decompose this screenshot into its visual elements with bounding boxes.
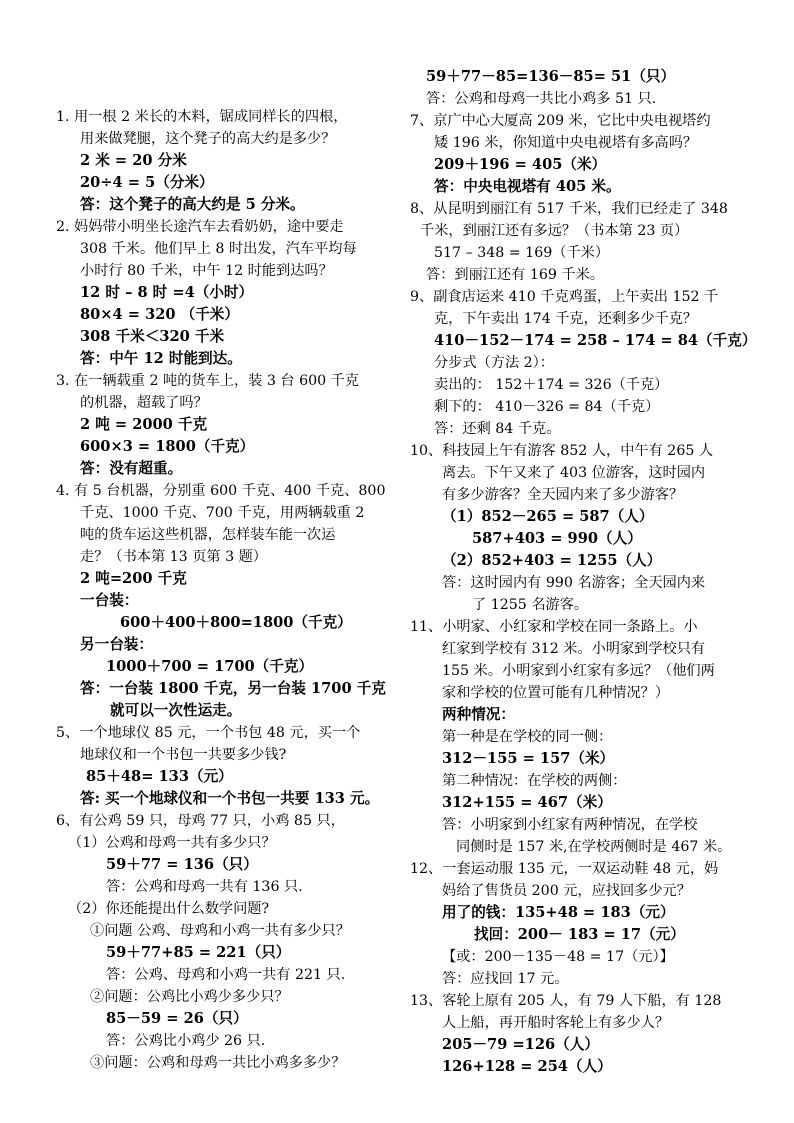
- text-line: 308 千米。他们早上 8 时出发，汽车平均每: [80, 241, 357, 257]
- text-line: （1）公鸡和母鸡一共有多少只？: [68, 835, 276, 851]
- text-line: 分步式（方法 2）：: [434, 355, 554, 371]
- text-line: 克，下午卖出 174 千克，还剩多少千克？: [434, 311, 698, 327]
- text-line: 走？（书本第 13 页第 3 题）: [80, 549, 267, 565]
- text-line: 2. 妈妈带小明坐长途汽车去看奶奶，途中要走: [56, 219, 344, 235]
- text-line: 答：公鸡、母鸡和小鸡一共有 221 只.: [106, 967, 346, 983]
- text-line: 的机器，超载了吗？: [80, 395, 208, 411]
- text-line: 千米，到丽江还有多远？（书本第 23 页）: [420, 223, 689, 239]
- text-line: 答：小明家到小红家有两种情况，在学校: [442, 817, 698, 833]
- text-line: （2）你还能提出什么数学问题?: [68, 901, 270, 917]
- text-line: 答：没有超重。: [80, 460, 183, 477]
- text-line: 离去。下午又来了 403 位游客，这时园内: [442, 465, 706, 481]
- text-line: 【或：200－135－48 = 17（元）】: [442, 949, 674, 965]
- text-line: 答：应找回 17 元。: [442, 971, 569, 987]
- text-line: 答：中午 12 时能到达。: [80, 350, 242, 367]
- text-line: 一台装：: [80, 592, 139, 609]
- text-line: ②问题：公鸡比小鸡少多少只？: [90, 989, 289, 1005]
- text-line: 10、科技园上午有游客 852 人，中午有 265 人: [410, 443, 714, 459]
- text-line: 12 时 – 8 时 =4（小时）: [80, 284, 254, 301]
- text-line: 8、从昆明到丽江有 517 千米，我们已经走了 348: [410, 201, 728, 217]
- text-line: 2 吨=200 千克: [80, 570, 187, 587]
- text-line: 家和学校的位置可能有几种情况？）: [442, 685, 670, 701]
- text-line: 4. 有 5 台机器，分别重 600 千克、400 千克、800: [56, 483, 386, 499]
- text-line: 就可以一次性运走。: [110, 702, 242, 719]
- text-line: 59＋77－85=136－85= 51（只）: [426, 68, 676, 85]
- text-line: ③问题：公鸡和母鸡一共比小鸡多多少？: [90, 1055, 346, 1071]
- text-line: 13、客轮上原有 205 人，有 79 人下船，有 128: [410, 993, 722, 1009]
- text-line: 600＋400＋800=1800（千克）: [120, 614, 352, 631]
- text-line: 答：还剩 84 千克。: [434, 421, 561, 437]
- text-line: 卖出的： 152＋174 = 326（千克）: [434, 377, 669, 393]
- text-line: 答：中央电视塔有 405 米。: [434, 178, 621, 195]
- text-line: 20÷4 = 5（分米）: [80, 174, 214, 191]
- text-line: 答：公鸡和母鸡一共比小鸡多 51 只.: [426, 91, 657, 107]
- text-line: 找回：200－ 183 = 17（元）: [474, 926, 685, 943]
- text-line: 1. 用一根 2 米长的木料，锯成同样长的四根，: [56, 109, 348, 125]
- text-line: 209＋196 = 405（米）: [434, 156, 607, 173]
- text-line: 205－79 =126（人）: [442, 1036, 599, 1053]
- text-line: 6、有公鸡 59 只，母鸡 77 只，小鸡 85 只，: [56, 813, 345, 829]
- text-line: 有多少游客？全天园内来了多少游客？: [442, 487, 684, 503]
- text-line: 517 – 348 = 169（千米）: [434, 245, 610, 261]
- text-line: 1000＋700 = 1700（千克）: [106, 658, 314, 675]
- text-line: 红家到学校有 312 米。小明家到学校只有: [442, 641, 706, 657]
- text-line: 587+403 = 990（人）: [472, 530, 642, 547]
- text-line: 85－59 = 26（只）: [106, 1010, 248, 1027]
- text-line: 答：这个凳子的高大约是 5 分米。: [80, 196, 305, 213]
- text-line: 3. 在一辆载重 2 吨的货车上，装 3 台 600 千克: [56, 373, 360, 389]
- text-line: 两种情况：: [442, 706, 515, 723]
- text-line: 答：公鸡和母鸡一共有 136 只.: [106, 879, 303, 895]
- text-line: 答：公鸡比小鸡少 26 只.: [106, 1033, 266, 1049]
- text-line: ①问题 公鸡、母鸡和小鸡一共有多少只？: [90, 923, 350, 939]
- text-line: 另一台装：: [80, 636, 153, 653]
- text-line: 410－152－174 = 258 – 174 = 84（千克）: [434, 332, 757, 349]
- text-line: 308 千米＜320 千米: [80, 328, 225, 345]
- text-line: 2 米 = 20 分米: [80, 152, 187, 169]
- text-line: 312－155 = 157（米）: [442, 750, 615, 767]
- text-line: 126+128 = 254（人）: [442, 1058, 612, 1075]
- text-line: 答：到丽江还有 169 千米。: [426, 267, 604, 283]
- text-line: 9、副食店运来 410 千克鸡蛋，上午卖出 152 千: [410, 289, 719, 305]
- text-line: 用来做凳腿，这个凳子的高大约是多少？: [80, 131, 336, 147]
- text-line: 11、小明家、小红家和学校在同一条路上。小: [410, 619, 698, 635]
- text-line: 5、一个地球仪 85 元，一个书包 48 元，买一个: [56, 725, 361, 741]
- text-line: 人上船，再开船时客轮上有多少人？: [442, 1015, 670, 1031]
- text-line: 吨的货车运这些机器，怎样装车能一次运: [80, 527, 336, 543]
- text-line: 59＋77 = 136（只）: [106, 856, 258, 873]
- text-line: 80×4 = 320 （千米）: [80, 306, 239, 323]
- text-line: 了 1255 名游客。: [472, 597, 589, 613]
- text-line: 第二种情况：在学校的两侧：: [442, 773, 627, 789]
- text-line: 剩下的： 410－326 = 84（千克）: [434, 399, 660, 415]
- text-line: 用了的钱：135+48 = 183（元）: [442, 904, 675, 921]
- text-line: 12、一套运动服 135 元，一双运动鞋 48 元，妈: [410, 861, 719, 877]
- text-line: 千克、1000 千克、700 千克，用两辆载重 2: [80, 505, 365, 521]
- text-line: 85＋48= 133（元）: [86, 768, 233, 785]
- text-line: 7、京广中心大厦高 209 米，它比中央电视塔约: [410, 113, 711, 129]
- text-line: 小时行 80 千米，中午 12 时能到达吗？: [80, 263, 333, 279]
- text-line: 59＋77+85 = 221（只）: [106, 944, 291, 961]
- text-line: （1）852－265 = 587（人）: [442, 508, 654, 525]
- text-line: 答: 买一个地球仪和一个书包一共要 133 元。: [80, 790, 380, 807]
- text-line: 600×3 = 1800（千克）: [80, 438, 255, 455]
- text-line: 第一种是在学校的同一侧：: [442, 729, 613, 745]
- text-line: 155 米。小明家到小红家有多远？（他们两: [442, 663, 715, 679]
- text-line: 312+155 = 467（米）: [442, 794, 612, 811]
- text-line: 矮 196 米，你知道中央电视塔有多高吗？: [434, 135, 698, 151]
- text-line: 答：这时园内有 990 名游客；全天园内来: [442, 575, 706, 591]
- text-line: 地球仪和一个书包一共要多少钱?: [80, 747, 287, 763]
- text-line: 答：一台装 1800 千克，另一台装 1700 千克: [80, 680, 386, 697]
- text-line: 2 吨 = 2000 千克: [80, 416, 208, 433]
- text-line: 妈给了售货员 200 元，应找回多少元？: [442, 883, 691, 899]
- text-line: 同侧时是 157 米,在学校两侧时是 467 米。: [456, 839, 732, 855]
- text-line: （2）852+403 = 1255（人）: [442, 552, 662, 569]
